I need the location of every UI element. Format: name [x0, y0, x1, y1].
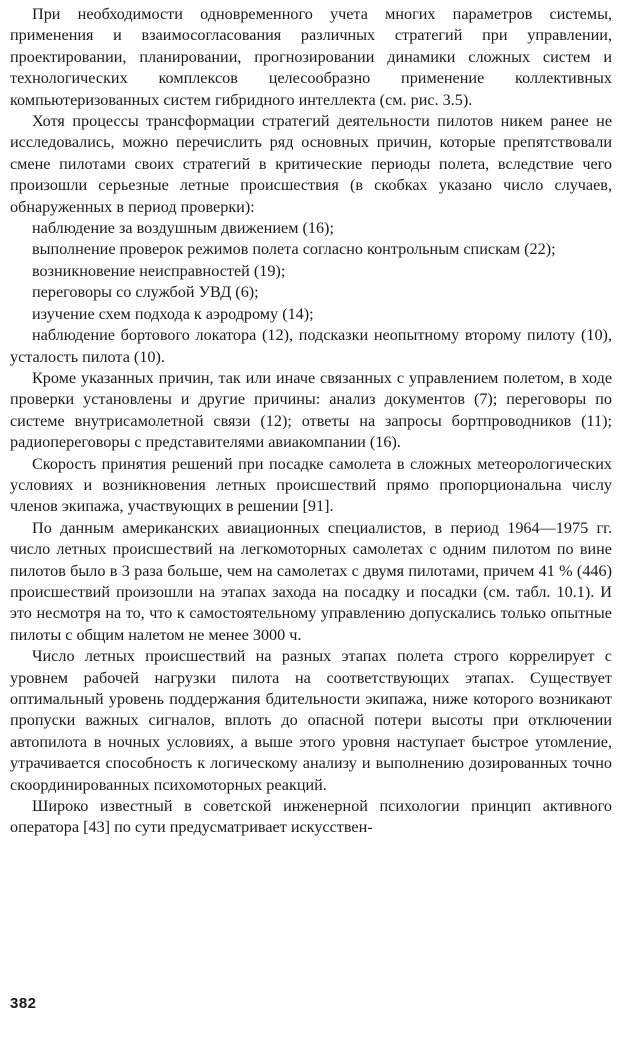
page-body: [10, 4, 612, 839]
list-item: наблюдение за воздушным движением (16);: [32, 219, 334, 238]
paragraph-decision-speed: Скорость принятия решений при посадке самолета в сложных метеорологических условиях и возникновения летных происшествий прямо пропорциональна числу членов экипажа, участвующих в решении [91].: [10, 454, 612, 516]
page-number: 382: [10, 995, 37, 1012]
list-item: изучение схем подхода к аэродрому (14);: [32, 304, 314, 323]
paragraph-hybrid-intelligence: При необходимости одновременного учета многих параметров системы, применения и взаимосогласования различных стратегий при управлении, проектировании, планировании, прогнозировании динамики сложных систем и технологических комплексов целесообразно применение коллективных компьютеризованных систем гибридного интеллекта (см. рис. 3.5).: [10, 5, 612, 109]
paragraph-pilot-strategies: Хотя процессы трансформации стратегий деятельности пилотов никем ранее не исследовались, можно перечислить ряд основных причин, которые препятствовали смене пилотами своих стратегий в критические периоды полета, вследствие чего произошли серьезные летные происшествия (в скобках указано число случаев, обнаруженных в период проверки):: [10, 112, 612, 216]
list-item: переговоры со службой УВД (6);: [32, 283, 259, 302]
paragraph-workload: Число летных происшествий на разных этапах полета строго коррелирует с уровнем рабочей нагрузки пилота на соответствующих этапах. Существует оптимальный уровень поддержания бдительности экипажа, ниже которого возникают пропуски важных сигналов, вплоть до опасной потери высоты при отключении автопилота в ночных условиях, а выше этого уровня наступает быстрое утомление, утрачивается способность к логическому анализу и выполнению дозированных точно скоординированных психомоторных реакций.: [10, 647, 612, 794]
paragraph-active-operator: Широко известный в советской инженерной психологии принцип активного оператора [43] по сути предусматривает искусствен-: [10, 797, 612, 837]
list-item: наблюдение бортового локатора (12), подсказки неопытному второму пилоту (10), усталость пилота (10).: [10, 326, 612, 366]
paragraph-american-data: По данным американских авиационных специалистов, в период 1964—1975 гг. число летных происшествий на легкомоторных самолетах с одним пилотом по вине пилотов было в 3 раза больше, чем на самолетах с двумя пилотами, причем 41 % (446) происшествий произошли на этапах захода на посадку и посадки (см. табл. 10.1). И это несмотря на то, что к самостоятельному управлению допускались только опытные пилоты с общим налетом не менее 3000 ч.: [10, 518, 612, 644]
list-item: выполнение проверок режимов полета согласно контрольным спискам (22);: [32, 240, 556, 259]
list-item: возникновение неисправностей (19);: [32, 261, 286, 280]
paragraph-other-causes: Кроме указанных причин, так или иначе связанных с управлением полетом, в ходе проверки установлены и другие причины: анализ документов (7); переговоры по системе внутрисамолетной связи (12); ответы на запросы бортпроводников (11); радиопереговоры с представителями авиакомпании (16).: [10, 368, 612, 452]
